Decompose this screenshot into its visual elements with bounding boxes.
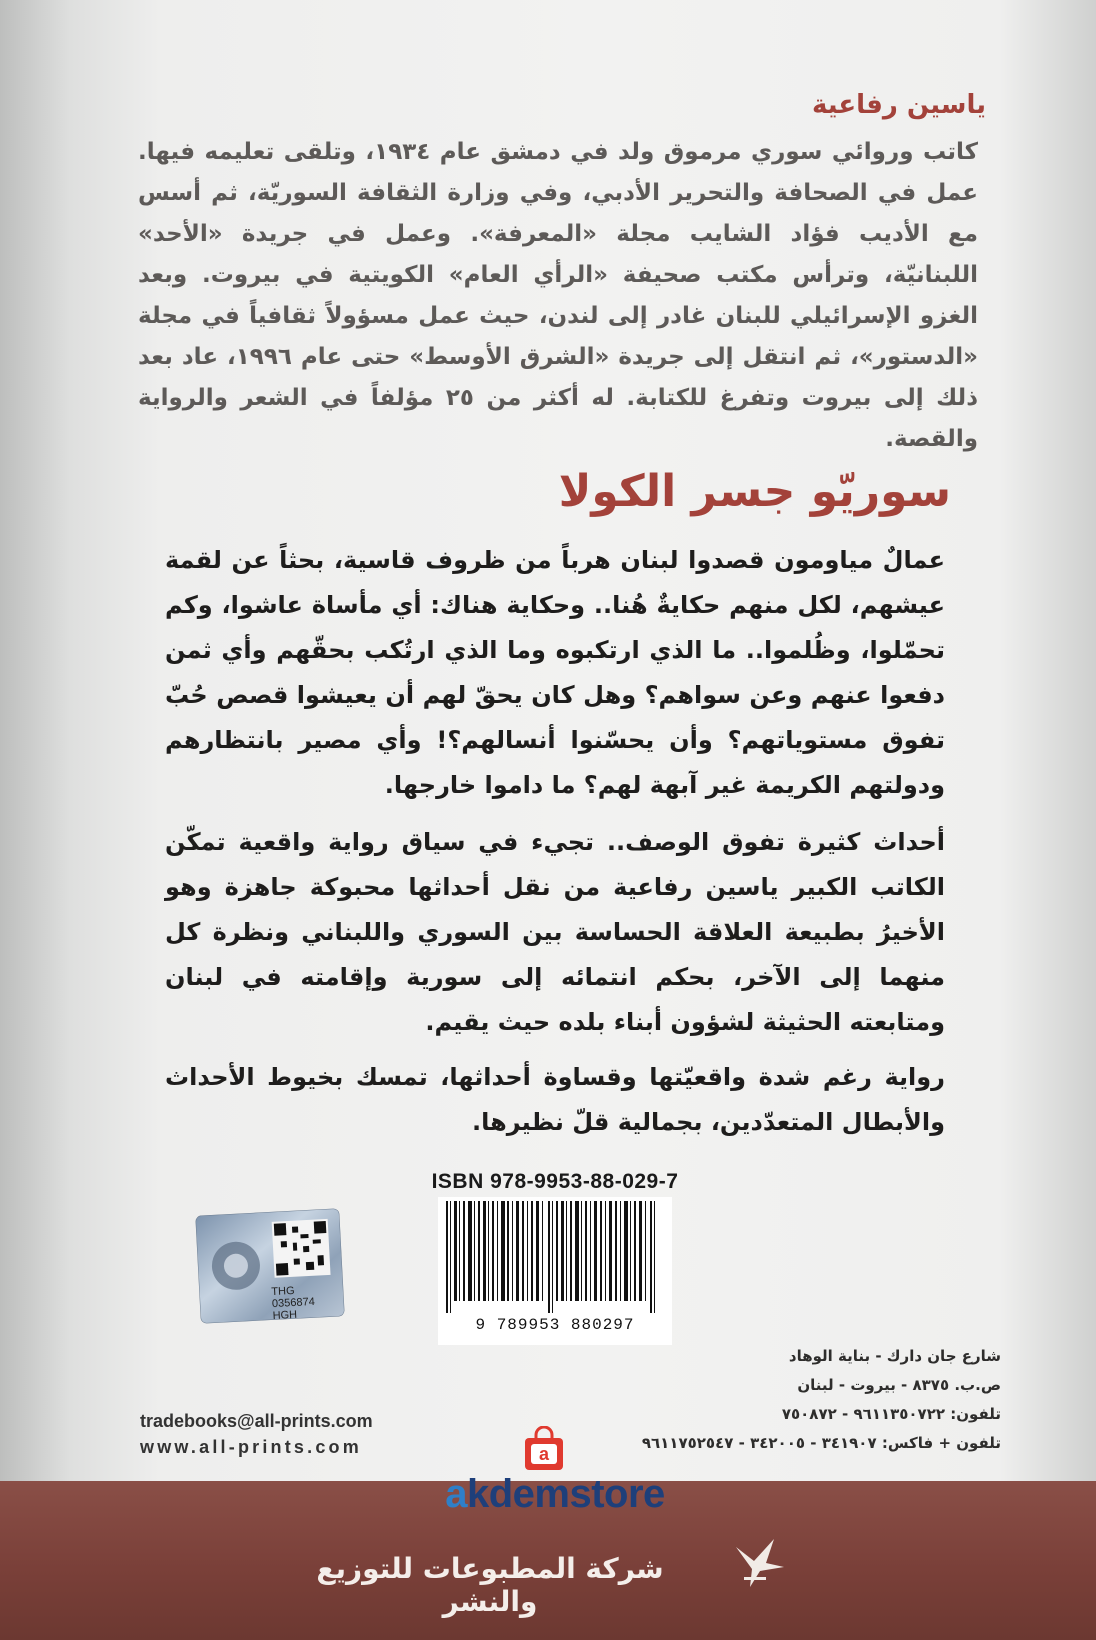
publisher-contact (140, 1408, 373, 1460)
publisher-address: شارع جان دارك - بناية الوهاد ص.ب. ٨٣٧٥ - بيروت - لبنان تلفون: ٩٦١١٣٥٠٧٢٢ - ٧٥٠٨٧٢ تلفون + فاكس: ٣٤١٩٠٧ - ٣٤٢٠٠٥ - ٩٦١١٧٥٢٥٤٧ (641, 1347, 1001, 1452)
blurb-paragraph-3: رواية رغم شدة واقعيّتها وقساوة أحداثها، تمسك بخيوط الأحداث والأبطال المتعدّدين، بجمالية قلّ نظيرها. (165, 1063, 945, 1136)
isbn-label: ISBN 978-9953-88-029-7 (431, 1170, 679, 1193)
store-bag-icon (522, 1426, 566, 1472)
blurb-paragraph-2: أحداث كثيرة تفوق الوصف.. تجيء في سياق رواية واقعية تمكّن الكاتب الكبير ياسين رفاعية من نقل أحداثها محبوكة جاهزة وهو الأخيرُ بطبيعة العلاقة الحساسة بين السوري واللبناني ونظرة كل منهما إلى الآخر، بحكم انتمائه إلى سورية وإقامته في لبنان ومتابعته الحثيثة لشؤون أبناء بلده حيث يقيم. (165, 828, 945, 1036)
barcode-bars-icon (438, 1197, 672, 1315)
book-title: سوريّو جسر الكولا (558, 466, 951, 517)
publisher-website[interactable]: www.all-prints.com (140, 1437, 362, 1457)
publisher-email[interactable]: tradebooks@all-prints.com (140, 1411, 373, 1431)
svg-text:a: a (538, 1444, 550, 1464)
publisher-bird-logo-icon (730, 1533, 790, 1593)
blurb-paragraph-1: عمالٌ مياومون قصدوا لبنان هرباً من ظروف قاسية، بحثاً عن لقمة عيشهم، لكل منهم حكايةٌ هُنا.. وحكاية هناك: أي مأساة عاشوا، وكم تحمّلوا، وظُلموا.. ما الذي ارتكبوه وما الذي ارتُكب بحقّهم وأي ثمن دفعوا عنهم وعن سواهم؟ وهل كان يحقّ لهم أن يعيشوا قصص حُبّ تفوق مستوياتهم؟ وأن يحسّنوا أنسالهم؟! وأي مصير بانتظارهم ودولتهم الكريمة غير آبهة لهم؟ ما داموا خارجها. (165, 546, 945, 799)
author-bio: كاتب وروائي سوري مرموق ولد في دمشق عام ١٩٣٤، وتلقى تعليمه فيها. عمل في الصحافة والتحرير الأدبي، وفي وزارة الثقافة السوريّة، ثم أسس مع الأديب فؤاد الشايب مجلة «المعرفة». وعمل في جريدة «الأحد» اللبنانيّة، وترأس مكتب صحيفة «الرأي العام» الكويتية في بيروت. وبعد الغزو الإسرائيلي للبنان غادر إلى لندن، حيث عمل مسؤولاً ثقافياً في مجلة «الدستور»، ثم انتقل إلى جريدة «الشرق الأوسط» حتى عام ١٩٩٦، عاد بعد ذلك إلى بيروت وتفرغ للكتابة. له أكثر من ٢٥ مؤلفاً في الشعر والرواية والقصة. (138, 139, 978, 452)
store-watermark: akdemstore (445, 1472, 665, 1516)
hologram-sticker-icon (195, 1208, 344, 1323)
barcode-digits: 9 789953 880297 (475, 1316, 635, 1334)
publisher-name: شركة المطبوعات للتوزيع والنشر (316, 1552, 664, 1618)
hologram-text: THG 0356874 HGH (271, 1284, 316, 1323)
author-name: ياسين رفاعية (811, 90, 986, 120)
